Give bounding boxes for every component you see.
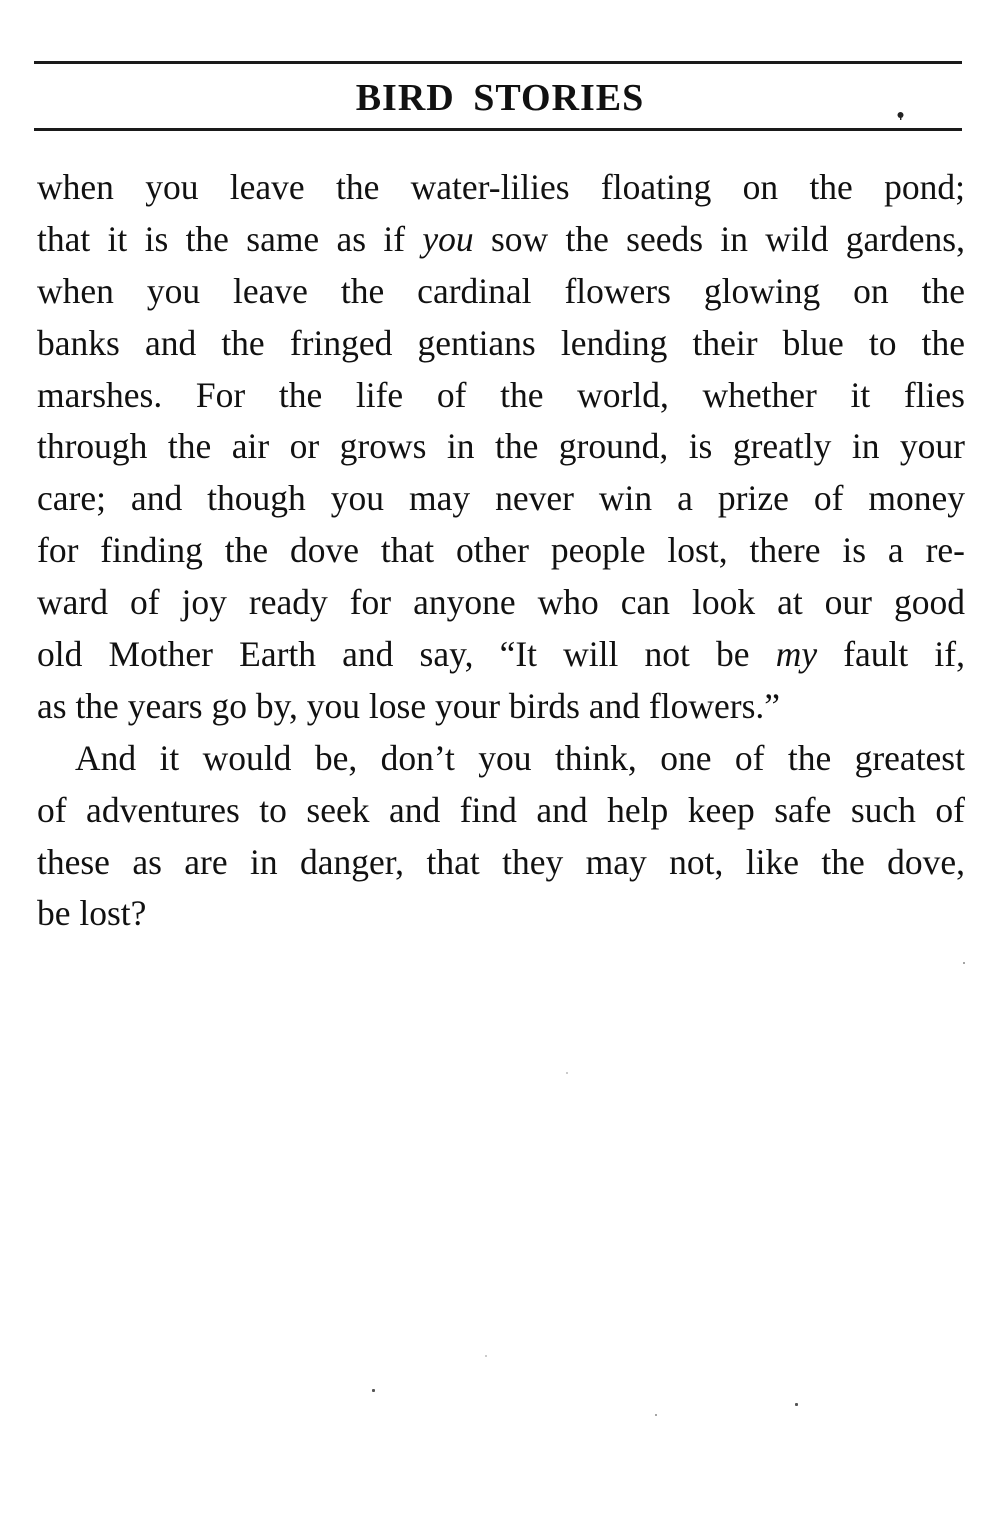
scan-speck (655, 1414, 657, 1416)
header-bottom-rule (34, 128, 962, 131)
text-line (37, 629, 965, 681)
body-text (37, 162, 965, 940)
text-line: as the years go by, you lose your birds and flowers.” (37, 685, 781, 726)
text-line: these as are in danger, that they may not, like the dove, (37, 841, 965, 882)
text-segment: old Mother Earth and say, “It will not be (37, 634, 776, 675)
scan-speck (795, 1403, 798, 1406)
scan-speck (485, 1355, 487, 1357)
text-segment: that it is the same as if (37, 218, 423, 259)
text-line: when you leave the water-lilies floating on the pond; (37, 167, 965, 207)
running-head-title: BIRD STORIES (355, 77, 645, 119)
italic-emphasis: you (422, 218, 474, 259)
text-segment: fault if, (817, 634, 965, 675)
text-line: through the air or grows in the ground, is greatly in your (37, 426, 965, 467)
text-line (37, 214, 965, 266)
text-line: be lost? (37, 893, 147, 934)
text-line: of adventures to seek and find and help keep safe such of (37, 789, 965, 830)
scan-speck (963, 962, 965, 964)
print-speck-icon (896, 111, 905, 120)
text-line: And it would be, don’t you think, one of the greatest (75, 737, 965, 778)
text-segment: sow the seeds in wild gardens, (473, 218, 965, 259)
text-line: care; and though you may never win a prize of money (37, 478, 965, 519)
text-line: for finding the dove that other people lost, there is a re- (37, 530, 965, 571)
scan-speck (372, 1389, 375, 1392)
text-line: banks and the fringed gentians lending their blue to the (37, 322, 965, 363)
paragraph-1 (37, 162, 965, 733)
text-line: marshes. For the life of the world, whether it flies (37, 374, 965, 415)
header-top-rule (34, 61, 962, 64)
italic-emphasis: my (775, 634, 818, 675)
text-line: when you leave the cardinal flowers glowing on the (37, 270, 965, 311)
scan-speck (566, 1072, 568, 1074)
paragraph-2 (37, 733, 965, 941)
text-line: ward of joy ready for anyone who can look at our good (37, 582, 965, 623)
